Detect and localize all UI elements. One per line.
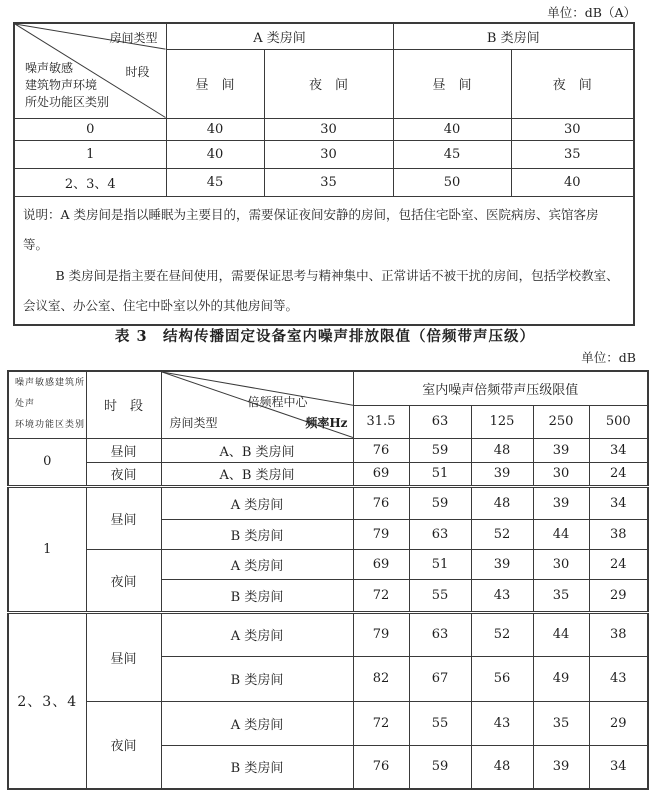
table-row (14, 23, 634, 49)
value-cell: 76 (353, 438, 409, 462)
value-cell: 59 (409, 745, 471, 789)
zone-cell: 0 (8, 438, 86, 486)
diagonal-header-cell (14, 23, 166, 118)
value-cell: 43 (471, 579, 533, 612)
table-row (8, 371, 648, 405)
value-cell: 35 (511, 140, 634, 168)
night-header: 夜 间 (511, 49, 634, 118)
diag-category-line2: 建筑物声环境 (25, 78, 98, 92)
room-cell: B 类房间 (161, 745, 353, 789)
value-cell: 35 (533, 579, 589, 612)
period-cell: 昼间 (86, 612, 161, 701)
value-cell: 34 (589, 438, 648, 462)
value-cell: 30 (533, 462, 589, 486)
diag-period-label: 时段 (125, 65, 150, 79)
zone-category-header (8, 371, 86, 438)
value-cell: 49 (533, 656, 589, 701)
table-row (14, 118, 634, 140)
table-row (14, 140, 634, 168)
value-cell: 82 (353, 656, 409, 701)
room-cell: B 类房间 (161, 579, 353, 612)
diag-frequency-unit-label: 频率Hz (305, 416, 348, 430)
room-cell: A 类房间 (161, 486, 353, 519)
zone-cell: 2、3、4 (14, 168, 166, 196)
frequency-header: 63 (409, 405, 471, 438)
room-a-group-header: A 类房间 (166, 23, 393, 49)
room-cell: A 类房间 (161, 612, 353, 656)
value-cell: 72 (353, 701, 409, 745)
value-cell: 55 (409, 701, 471, 745)
value-cell: 40 (166, 118, 264, 140)
frequency-header: 250 (533, 405, 589, 438)
table-row (14, 196, 634, 325)
value-cell: 34 (589, 486, 648, 519)
value-cell: 39 (533, 486, 589, 519)
limits-title-header: 室内噪声倍频带声压级限值 (353, 371, 648, 405)
value-cell: 51 (409, 462, 471, 486)
room-b-group-header: B 类房间 (393, 23, 634, 49)
value-cell: 48 (471, 486, 533, 519)
room-cell: B 类房间 (161, 519, 353, 549)
value-cell: 35 (533, 701, 589, 745)
value-cell: 69 (353, 549, 409, 579)
value-cell: 24 (589, 462, 648, 486)
value-cell: 52 (471, 612, 533, 656)
room-cell: B 类房间 (161, 656, 353, 701)
diag-category-label (25, 60, 109, 111)
value-cell: 48 (471, 745, 533, 789)
value-cell: 45 (166, 168, 264, 196)
room-cell: A 类房间 (161, 549, 353, 579)
value-cell: 63 (409, 519, 471, 549)
value-cell: 43 (589, 656, 648, 701)
table-row (14, 168, 634, 196)
value-cell: 59 (409, 486, 471, 519)
room-cell: A、B 类房间 (161, 462, 353, 486)
table-row (8, 486, 648, 519)
diag-center-frequency-label: 倍频程中心 (247, 395, 308, 409)
unit-label-dba: 单位：dB（A） (547, 5, 636, 20)
value-cell: 72 (353, 579, 409, 612)
value-cell: 29 (589, 579, 648, 612)
table-row (8, 462, 648, 486)
table3-octave-band-limits (7, 370, 649, 790)
note-a-rooms: 说明：A 类房间是指以睡眠为主要目的，需要保证夜间安静的房间，包括住宅卧室、医院病房、宾馆客房等。 (23, 206, 599, 253)
value-cell: 48 (471, 438, 533, 462)
note-b-rooms: B 类房间是指主要在昼间使用，需要保证思考与精神集中、正常讲话不被干扰的房间，包括学校教室、会议室、办公室、住宅中卧室以外的其他房间等。 (23, 267, 619, 314)
frequency-header: 125 (471, 405, 533, 438)
diagonal-header-cell (161, 371, 353, 438)
value-cell: 34 (589, 745, 648, 789)
zone-cell: 1 (14, 140, 166, 168)
value-cell: 30 (264, 118, 393, 140)
period-cell: 夜间 (86, 701, 161, 789)
period-cell: 昼间 (86, 438, 161, 462)
table-row (8, 438, 648, 462)
value-cell: 50 (393, 168, 511, 196)
room-cell: A、B 类房间 (161, 438, 353, 462)
period-cell: 夜间 (86, 462, 161, 486)
unit-label-db: 单位：dB (581, 350, 636, 365)
value-cell: 79 (353, 519, 409, 549)
value-cell: 44 (533, 612, 589, 656)
value-cell: 67 (409, 656, 471, 701)
value-cell: 76 (353, 486, 409, 519)
value-cell: 30 (533, 549, 589, 579)
period-cell: 昼间 (86, 486, 161, 549)
value-cell: 44 (533, 519, 589, 549)
table3-caption: 表 3 结构传播固定设备室内噪声排放限值（倍频带声压级） (114, 328, 536, 345)
value-cell: 38 (589, 612, 648, 656)
value-cell: 39 (533, 438, 589, 462)
value-cell: 39 (471, 462, 533, 486)
value-cell: 51 (409, 549, 471, 579)
value-cell: 63 (409, 612, 471, 656)
table-row (8, 701, 648, 745)
value-cell: 55 (409, 579, 471, 612)
value-cell: 56 (471, 656, 533, 701)
notes-cell (14, 196, 634, 325)
value-cell: 24 (589, 549, 648, 579)
period-cell: 夜间 (86, 549, 161, 612)
table-row (8, 612, 648, 656)
zone-cell: 0 (14, 118, 166, 140)
period-header: 时 段 (86, 371, 161, 438)
value-cell: 30 (511, 118, 634, 140)
day-header: 昼 间 (166, 49, 264, 118)
value-cell: 39 (533, 745, 589, 789)
noise-limits-dba-table (13, 22, 635, 326)
diag-category-line3: 所处功能区类别 (25, 95, 110, 109)
diag-room-type-label: 房间类型 (169, 415, 218, 430)
value-cell: 40 (393, 118, 511, 140)
value-cell: 59 (409, 438, 471, 462)
value-cell: 38 (589, 519, 648, 549)
value-cell: 35 (264, 168, 393, 196)
value-cell: 76 (353, 745, 409, 789)
day-header: 昼 间 (393, 49, 511, 118)
night-header: 夜 间 (264, 49, 393, 118)
value-cell: 30 (264, 140, 393, 168)
zone-cell: 1 (8, 486, 86, 612)
value-cell: 52 (471, 519, 533, 549)
diag-category-line1: 噪声敏感 (25, 61, 74, 75)
value-cell: 40 (166, 140, 264, 168)
zone-category-line2: 环境功能区类别 (15, 420, 86, 431)
room-cell: A 类房间 (161, 701, 353, 745)
value-cell: 29 (589, 701, 648, 745)
frequency-header: 500 (589, 405, 648, 438)
zone-category-line1: 噪声敏感建筑所处声 (15, 378, 86, 410)
value-cell: 69 (353, 462, 409, 486)
table-row (8, 549, 648, 579)
value-cell: 45 (393, 140, 511, 168)
diag-room-type-label: 房间类型 (109, 31, 158, 45)
zone-cell: 2、3、4 (8, 612, 86, 789)
value-cell: 40 (511, 168, 634, 196)
value-cell: 79 (353, 612, 409, 656)
value-cell: 39 (471, 549, 533, 579)
value-cell: 43 (471, 701, 533, 745)
frequency-header: 31.5 (353, 405, 409, 438)
